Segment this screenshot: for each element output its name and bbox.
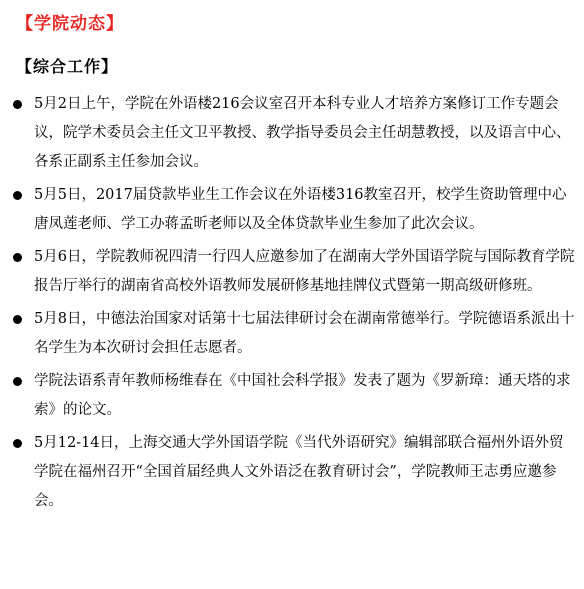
news-text: 5月2日上午，学院在外语楼216会议室召开本科专业人才培养方案修订工作专题会议，院学术委员会主任文卫平教授、教学指导委员会主任胡慧教授，以及语言中心、各系正副系主任参加会议。 — [34, 96, 571, 170]
bullet-icon — [13, 100, 22, 109]
list-item — [0, 305, 584, 363]
section-title: 【学院动态】 — [16, 14, 124, 34]
bullet-icon — [13, 439, 22, 448]
bullet-icon — [13, 315, 22, 324]
news-text: 5月5日，2017届贷款毕业生工作会议在外语楼316教室召开，校学生资助管理中心唐凤莲老师、学工办蒋孟昕老师以及全体贷款毕业生参加了此次会议。 — [34, 187, 567, 232]
news-text: 5月8日，中德法治国家对话第十七届法律研讨会在湖南常德举行。学院德语系派出十名学生为本次研讨会担任志愿者。 — [34, 311, 575, 356]
list-item — [0, 367, 584, 425]
list-item — [0, 429, 584, 516]
news-text: 5月12-14日，上海交通大学外国语学院《当代外语研究》编辑部联合福州外语外贸学院在福州召开“全国首届经典人文外语泛在教育研讨会”，学院教师王志勇应邀参会。 — [34, 435, 564, 509]
sub-title: 【综合工作】 — [16, 57, 119, 76]
bullet-icon — [13, 377, 22, 386]
bullet-icon — [13, 253, 22, 262]
bullet-icon — [13, 191, 22, 200]
news-text: 学院法语系青年教师杨维春在《中国社会科学报》发表了题为《罗新璋：通天塔的求索》的论文。 — [34, 373, 571, 418]
list-item — [0, 181, 584, 239]
news-list — [0, 90, 584, 520]
news-text: 5月6日，学院教师祝四清一行四人应邀参加了在湖南大学外国语学院与国际教育学院报告厅举行的湖南省高校外语教师发展研修基地挂牌仪式暨第一期高级研修班。 — [34, 249, 575, 294]
list-item — [0, 243, 584, 301]
list-item — [0, 90, 584, 177]
